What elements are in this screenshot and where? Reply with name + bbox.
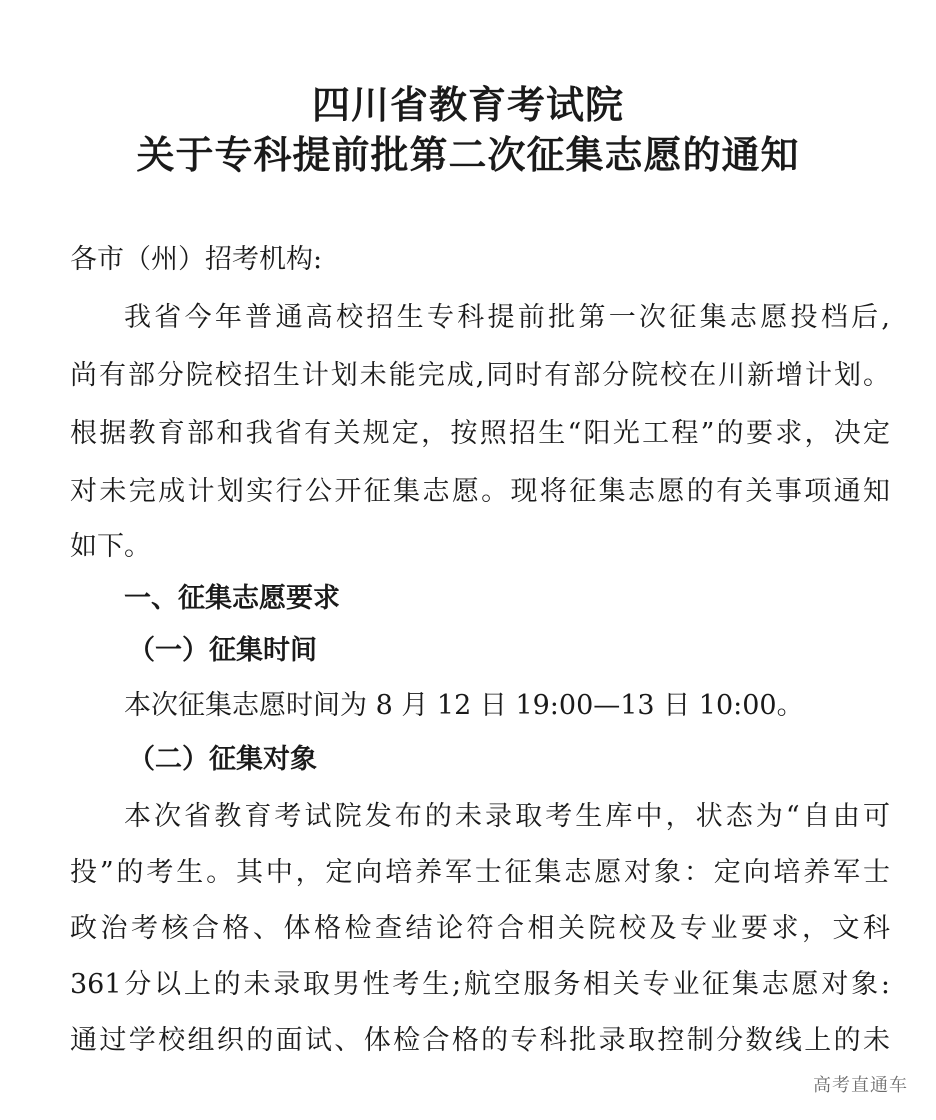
subsection-heading: （二）征集对象 bbox=[128, 744, 317, 775]
watermark-label: 高考直通车 bbox=[813, 1075, 908, 1096]
subsection-heading: （一）征集时间 bbox=[128, 635, 317, 666]
paragraph-1-line: 如下。 bbox=[70, 531, 151, 562]
paragraph-2-line: 本次省教育考试院发布的未录取考生库中，状态为“自由可 bbox=[124, 801, 890, 832]
paragraph-1-line: 根据教育部和我省有关规定，按照招生“阳光工程”的要求，决定 bbox=[70, 418, 890, 449]
paragraph-1-line: 我省今年普通高校招生专科提前批第一次征集志愿投档后, bbox=[124, 302, 890, 333]
section-heading: 一、征集志愿要求 bbox=[124, 583, 340, 614]
paragraph-1-line: 对未完成计划实行公开征集志愿。现将征集志愿的有关事项通知 bbox=[70, 476, 890, 507]
paragraph-2-line: 通过学校组织的面试、体检合格的专科批录取控制分数线上的未 bbox=[70, 1025, 890, 1056]
document-title-line-2: 关于专科提前批第二次征集志愿的通知 bbox=[136, 132, 800, 177]
paragraph-2-line: 投”的考生。其中，定向培养军士征集志愿对象：定向培养军士 bbox=[70, 857, 890, 888]
paragraph-2-line: 361分以上的未录取男性考生;航空服务相关专业征集志愿对象: bbox=[70, 969, 890, 1000]
document-title-line-1: 四川省教育考试院 bbox=[311, 82, 624, 127]
paragraph-2-line: 政治考核合格、体格检查结论符合相关院校及专业要求，文科 bbox=[70, 913, 890, 944]
paragraph-1-line: 尚有部分院校招生计划未能完成,同时有部分院校在川新增计划。 bbox=[70, 360, 890, 391]
subsection-text: 本次征集志愿时间为 8 月 12 日 19:00—13 日 10:00。 bbox=[124, 690, 804, 721]
salutation: 各市（州）招考机构: bbox=[70, 244, 323, 275]
